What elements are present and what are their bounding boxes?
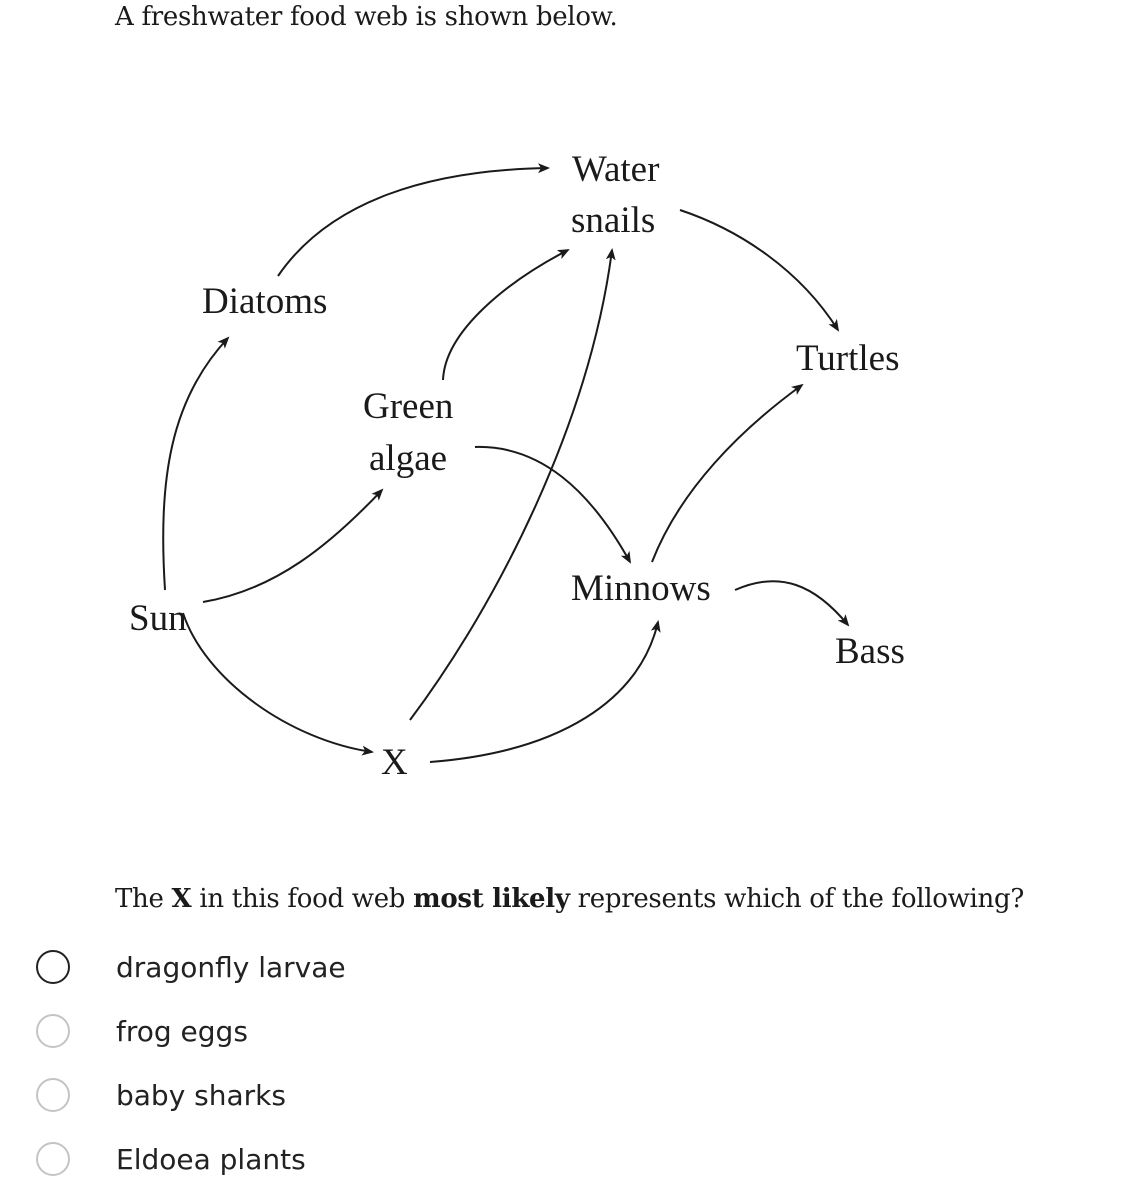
node-green-label: Green bbox=[363, 386, 454, 427]
radio-button[interactable] bbox=[36, 950, 70, 984]
node-sun-label: Sun bbox=[129, 598, 187, 639]
option-baby-sharks[interactable] bbox=[36, 1075, 286, 1115]
node-water-label: Water bbox=[572, 149, 660, 190]
arrow-x-water-snails bbox=[410, 250, 612, 720]
node-bass-label: Bass bbox=[835, 631, 905, 672]
question-pre: The bbox=[115, 884, 172, 914]
arrow-minnows-bass bbox=[735, 581, 848, 625]
node-x-label: X bbox=[381, 742, 408, 783]
radio-button[interactable] bbox=[36, 1078, 70, 1112]
radio-button[interactable] bbox=[36, 1014, 70, 1048]
question-text bbox=[115, 884, 1024, 914]
arrow-sun-diatoms bbox=[163, 338, 228, 590]
arrow-minnows-turtles bbox=[652, 385, 802, 562]
option-label: baby sharks bbox=[116, 1078, 286, 1112]
question-post: represents which of the following? bbox=[569, 884, 1024, 914]
arrow-green-algae-water-snails bbox=[443, 250, 568, 380]
intro-text: A freshwater food web is shown below. bbox=[115, 2, 618, 32]
node-minnows-label: Minnows bbox=[571, 568, 711, 609]
arrow-water-snails-turtles bbox=[680, 210, 838, 330]
node-turtles-label: Turtles bbox=[796, 338, 900, 379]
radio-button[interactable] bbox=[36, 1142, 70, 1176]
question-mid: in this food web bbox=[191, 884, 414, 914]
node-snails-label: snails bbox=[571, 200, 656, 241]
option-label: Eldoea plants bbox=[116, 1142, 306, 1176]
question-x: X bbox=[171, 884, 192, 914]
node-algae-label: algae bbox=[369, 438, 448, 479]
node-diatoms-label: Diatoms bbox=[202, 281, 328, 322]
arrow-sun-x bbox=[183, 613, 372, 752]
arrow-sun-green-algae bbox=[203, 490, 382, 602]
option-label: dragonfly larvae bbox=[116, 950, 346, 984]
question-emphasis: most likely bbox=[413, 884, 570, 914]
arrow-diatoms-water-snails bbox=[278, 168, 548, 276]
option-dragonfly-larvae[interactable] bbox=[36, 947, 346, 987]
option-frog-eggs[interactable] bbox=[36, 1011, 248, 1051]
arrow-x-minnows bbox=[430, 622, 658, 762]
option-eldoea-plants[interactable] bbox=[36, 1139, 306, 1179]
option-label: frog eggs bbox=[116, 1014, 248, 1048]
